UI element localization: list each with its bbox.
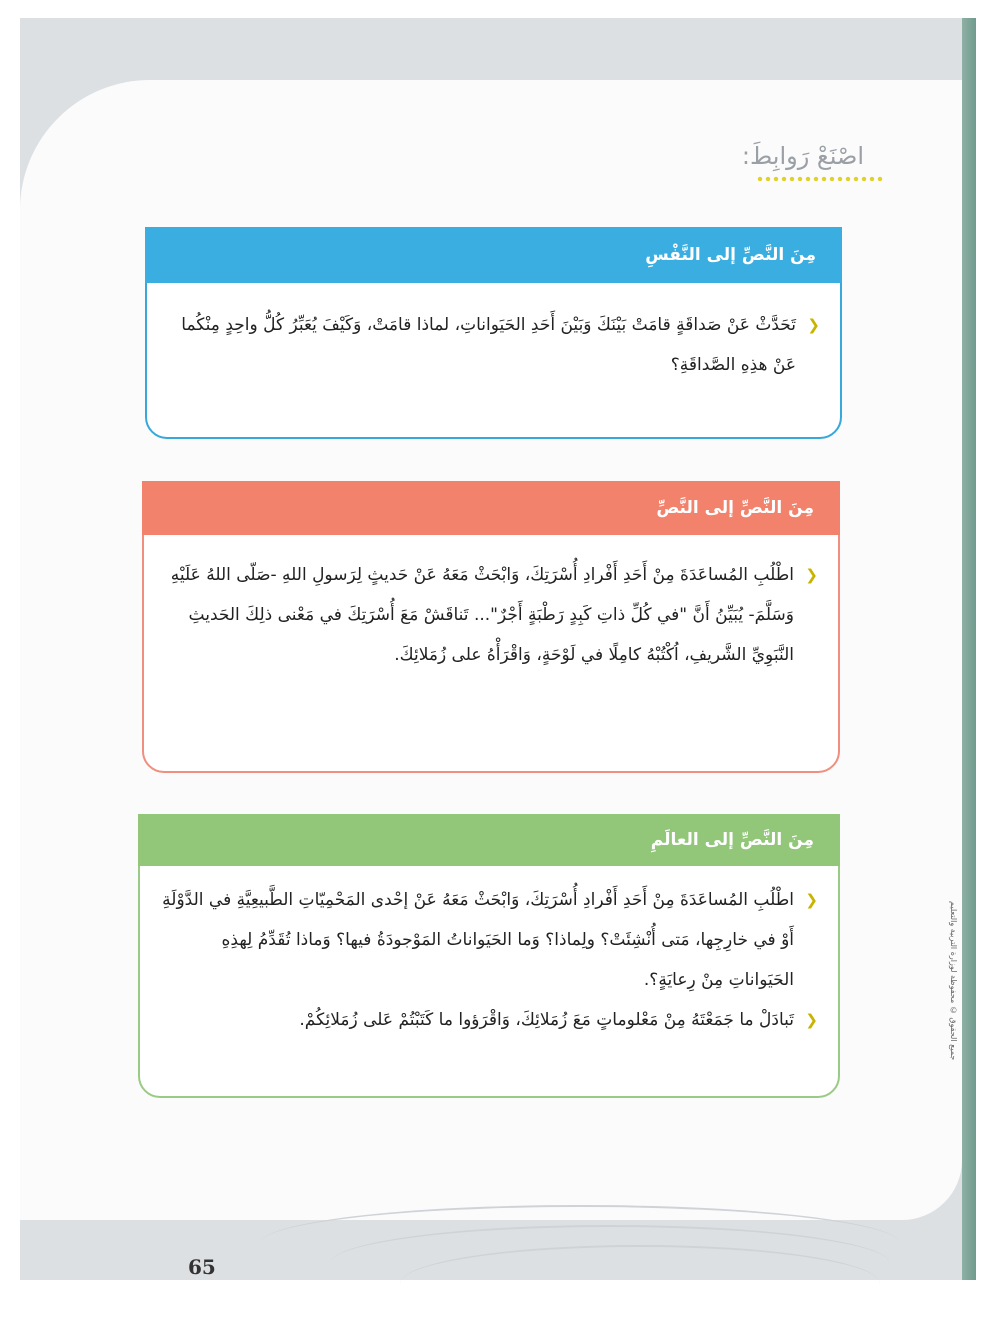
section-text-to-world — [138, 814, 840, 1098]
paragraph-text: تَحَدَّثْ عَنْ صَداقَةٍ قامَتْ بَيْنَكَ وَبَيْنَ أَحَدِ الحَيَواناتِ، لماذا قامَتْ، وَكَيْفَ يُعَبِّرُ كُلُّ واحِدٍ مِنْكُما عَنْ هذِهِ الصَّداقَةِ؟ — [181, 315, 796, 375]
copyright-side-note: جميع الحقوق © محفوظة لوزارة التربية والتعليم — [949, 900, 958, 1060]
section-header: مِنَ النَّصِّ إلى النَّصِّ — [142, 481, 840, 535]
paragraph-text: اطْلُبِ المُساعَدَةَ مِنْ أَحَدِ أَفْرادِ أُسْرَتِكَ، وَابْحَثْ مَعَهُ عَنْ حَديثٍ لِرَسولِ اللهِ -صَلّى اللهُ عَلَيْهِ وَسَلَّمَ- يُبَيِّنُ أَنَّ "في كُلِّ ذاتِ كَبِدٍ رَطْبَةٍ أَجْرٌ"... تَناقَشْ مَعَ أُسْرَتِكَ في مَعْنى ذلِكَ الحَديثِ النَّبَوِيِّ الشَّريفِ، اُكْتُبْهُ كامِلًا في لَوْحَةٍ، وَاقْرَأْهُ على زُمَلائِكَ. — [170, 565, 794, 665]
paragraph-text: اطْلُبِ المُساعَدَةَ مِنْ أَحَدِ أَفْرادِ أُسْرَتِكَ، وَابْحَثْ مَعَهُ عَنْ إحْدى المَحْمِيّاتِ الطَّبيعِيَّةِ في الدَّوْلَةِ أَوْ في خارِجِها، مَتى أُنْشِئَتْ؟ ولِماذا؟ وَما الحَيَواناتُ المَوْجودَةُ فيها؟ وَماذا تُقَدِّمُ لِهذِهِ الحَيَواناتِ مِنْ رِعايَةٍ؟. — [162, 890, 794, 990]
section-text-to-text — [142, 481, 840, 773]
section-header: مِنَ النَّصِّ إلى النَّفْسِ — [145, 227, 842, 283]
section-body — [160, 880, 818, 1040]
section-text-to-self — [145, 227, 842, 439]
chevron-left-icon: ❮ — [805, 566, 818, 584]
section-header: مِنَ النَّصِّ إلى العالَمِ — [138, 814, 840, 866]
list-item — [167, 305, 820, 385]
decorative-wave — [400, 1245, 880, 1322]
book-edge-strip — [962, 18, 976, 1280]
list-item — [164, 555, 818, 675]
list-item — [160, 880, 818, 1000]
chevron-left-icon: ❮ — [807, 316, 820, 334]
page-heading: اصْنَعْ رَوابِطَ: — [741, 142, 864, 170]
chevron-left-icon: ❮ — [805, 891, 818, 909]
page-number: 65 — [188, 1255, 216, 1279]
list-item — [160, 1000, 818, 1040]
chevron-left-icon: ❮ — [805, 1011, 818, 1029]
section-body — [164, 555, 818, 675]
heading-dotted-underline — [756, 176, 884, 182]
section-body — [167, 305, 820, 385]
paragraph-text: تَبادَلْ ما جَمَعْتَهُ مِنْ مَعْلوماتٍ مَعَ زُمَلائِكَ، وَاقْرَؤوا ما كَتَبْتُمْ عَلى زُمَلائِكُمْ. — [299, 1010, 794, 1030]
